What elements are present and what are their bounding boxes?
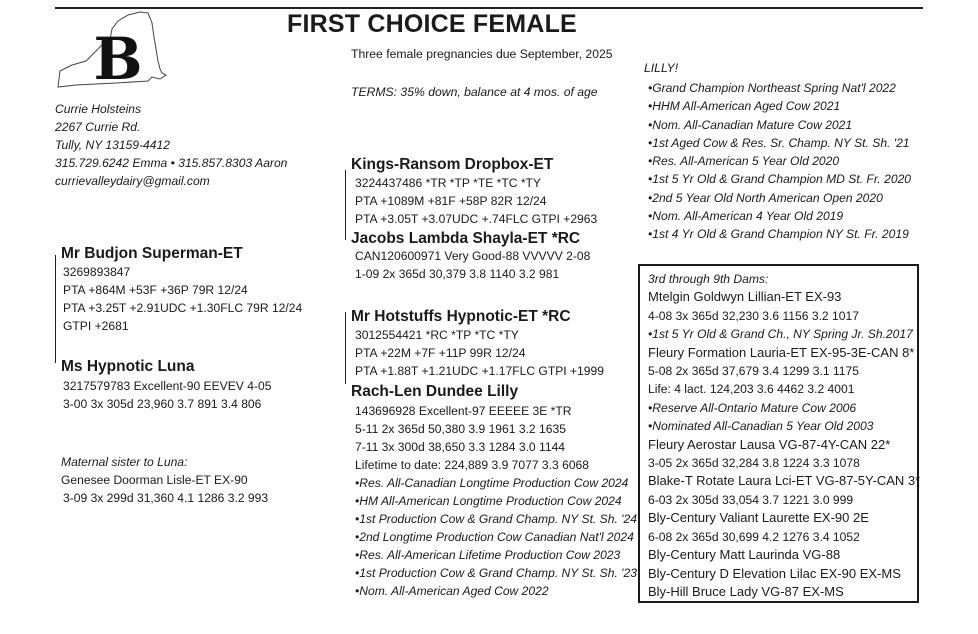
honor-item: •Res. All-American Lifetime Production Cow 2023 <box>355 548 621 562</box>
sire-bracket-line <box>345 170 346 240</box>
dam-line: Bly-Hill Bruce Lady VG-87 EX-MS <box>648 583 844 599</box>
dam-line: Bly-Century D Elevation Lilac EX-90 EX-MS <box>648 565 901 581</box>
contact-city: Tully, NY 13159-4412 <box>55 138 170 152</box>
contact-phones: 315.729.6242 Emma • 315.857.8303 Aaron <box>55 156 288 170</box>
dam-sire-details <box>63 263 302 335</box>
dam-line: 3-05 2x 365d 32,284 3.8 1224 3.3 1078 <box>648 456 860 471</box>
honor-item: •Nom. All-American 4 Year Old 2019 <box>648 209 844 224</box>
honor-item: •HHM All-American Aged Cow 2021 <box>648 99 841 114</box>
production-record: 3-00 3x 305d 23,960 3.7 891 3.4 806 <box>63 397 262 411</box>
pta-line: PTA +22M +7F +11P 99R 12/24 <box>355 346 526 360</box>
dam-line: Bly-Century Matt Laurinda VG-88 <box>648 547 841 563</box>
dam-line: 5-08 2x 365d 37,679 3.4 1299 3.1 1175 <box>648 364 859 379</box>
dam-line: 6-03 2x 305d 33,054 3.7 1221 3.0 999 <box>648 492 854 507</box>
sire-name: Kings-Ransom Dropbox-ET <box>351 156 554 173</box>
sire-dam-name: Jacobs Lambda Shayla-ET *RC <box>351 230 581 247</box>
dam-line: 6-08 2x 365d 30,699 4.2 1276 3.4 1052 <box>648 529 860 544</box>
contact-email[interactable]: currievalleydairy@gmail.com <box>55 174 210 188</box>
dam-line: 4-08 3x 365d 32,230 3.6 1156 3.2 1017 <box>648 308 859 323</box>
contact-block <box>55 100 287 190</box>
new-york-state-logo <box>56 9 168 91</box>
page-title: FIRST CHOICE FEMALE <box>287 10 577 38</box>
lifetime-record: Lifetime to date: 224,889 3.9 7077 3.3 6068 <box>355 458 589 472</box>
honor-item: •Nom. All-Canadian Mature Cow 2021 <box>648 117 853 132</box>
terms: TERMS: 35% down, balance at 4 mos. of age <box>351 85 598 99</box>
pta-line: PTA +3.05T +3.07UDC +.74FLC GTPI +2963 <box>355 212 598 226</box>
honor-item: •Nom. All-American Aged Cow 2022 <box>355 584 549 598</box>
production-record: 1-09 2x 365d 30,379 3.8 1140 3.2 981 <box>355 267 560 281</box>
granddam-details <box>355 402 637 600</box>
dam-line: Life: 4 lact. 124,203 3.6 4462 3.2 4001 <box>648 382 855 397</box>
honor-item: •Res. All-American 5 Year Old 2020 <box>648 154 840 169</box>
registration-classification: CAN120600971 Very Good-88 VVVVV 2-08 <box>355 249 591 263</box>
pta-line: PTA +3.25T +2.91UDC +1.30FLC 79R 12/24 <box>63 301 303 315</box>
honor-item: •HM All-American Longtime Production Cow 2024 <box>355 494 622 508</box>
dam-line: Fleury Formation Lauria-ET EX-95-3E-CAN 8* <box>648 344 915 360</box>
dams-list <box>648 270 920 601</box>
granddam-name: Rach-Len Dundee Lilly <box>351 383 519 400</box>
honor-item: •2nd Longtime Production Cow Canadian Nat'l 2024 <box>355 530 634 544</box>
dam-line: •Reserve All-Ontario Mature Cow 2006 <box>648 400 857 415</box>
production-record: 5-11 2x 365d 50,380 3.9 1961 3.2 1635 <box>355 422 566 436</box>
dams-heading: 3rd through 9th Dams: <box>648 272 769 286</box>
honor-item: •Res. All-Canadian Longtime Production Cow 2024 <box>355 476 629 490</box>
registration-number: 3012554421 *RC *TP *TC *TY <box>355 328 519 342</box>
honor-item: •2nd 5 Year Old North American Open 2020 <box>648 190 883 205</box>
subtitle: Three female pregnancies due September, 2025 <box>351 47 613 61</box>
dam-line: Mtelgin Goldwyn Lillian-ET EX-93 <box>648 289 842 305</box>
dam-line: Fleury Aerostar Lausa VG-87-4Y-CAN 22* <box>648 436 891 452</box>
gtpi-line: GTPI +2681 <box>63 319 129 333</box>
maternal-sister-label: Maternal sister to Luna: <box>61 455 188 469</box>
maternal-sister-name: Genesee Doorman Lisle-ET EX-90 <box>61 473 248 487</box>
pta-line: PTA +1089M +81F +58P 82R 12/24 <box>355 194 547 208</box>
contact-street: 2267 Currie Rd. <box>55 120 141 134</box>
lilly-heading: LILLY! <box>644 61 679 75</box>
lilly-honors-list <box>648 79 911 244</box>
dam-line: •Nominated All-Canadian 5 Year Old 2003 <box>648 419 874 434</box>
top-rule <box>55 7 923 9</box>
logo-letter: B <box>93 25 143 91</box>
dam-line: Blake-T Rotate Laura Lci-ET VG-87-5Y-CAN 3* <box>648 473 921 489</box>
registration-classification: 3217579783 Excellent-90 EEVEV 4-05 <box>63 379 272 393</box>
sire-dam-details <box>355 247 590 283</box>
dam-name: Ms Hypnotic Luna <box>61 358 195 375</box>
honor-item: •1st 5 Yr Old & Grand Champion MD St. Fr. 2020 <box>648 172 912 187</box>
dam-sire-bracket-line <box>345 312 346 384</box>
honor-item: •1st 4 Yr Old & Grand Champion NY St. Fr. 2019 <box>648 227 909 242</box>
pta-line: PTA +864M +53F +36P 79R 12/24 <box>63 283 248 297</box>
hypnotic-name: Mr Hotstuffs Hypnotic-ET *RC <box>351 308 571 325</box>
hypnotic-details <box>355 326 604 380</box>
registration-classification: 143696928 Excellent-97 EEEEE 3E *TR <box>355 404 572 418</box>
honor-item: •1st Aged Cow & Res. Sr. Champ. NY St. Sh. '21 <box>648 135 910 150</box>
registration-number: 3269893847 <box>63 265 131 279</box>
dam-line: •1st 5 Yr Old & Grand Ch., NY Spring Jr. Sh.2017 <box>648 327 913 342</box>
sire-details <box>355 174 597 228</box>
production-record: 7-11 3x 300d 38,650 3.3 1284 3.0 1144 <box>355 440 566 454</box>
maternal-sister-record: 3-09 3x 299d 31,360 4.1 1286 3.2 993 <box>63 491 269 505</box>
registration-number: 3224437486 *TR *TP *TE *TC *TY <box>355 176 541 190</box>
pedigree-bracket-line <box>55 255 56 363</box>
honor-item: •1st Production Cow & Grand Champ. NY St. Sh. '24 <box>355 512 637 526</box>
contact-name: Currie Holsteins <box>55 102 142 116</box>
dam-details <box>63 377 271 413</box>
honor-item: •1st Production Cow & Grand Champ. NY St. Sh. '23 <box>355 566 637 580</box>
honor-item: •Grand Champion Northeast Spring Nat'l 2022 <box>648 81 896 95</box>
dam-sire-name: Mr Budjon Superman-ET <box>61 245 243 262</box>
dam-line: Bly-Century Valiant Laurette EX-90 2E <box>648 510 869 526</box>
pta-line: PTA +1.88T +1.21UDC +1.17FLC GTPI +1999 <box>355 364 604 378</box>
